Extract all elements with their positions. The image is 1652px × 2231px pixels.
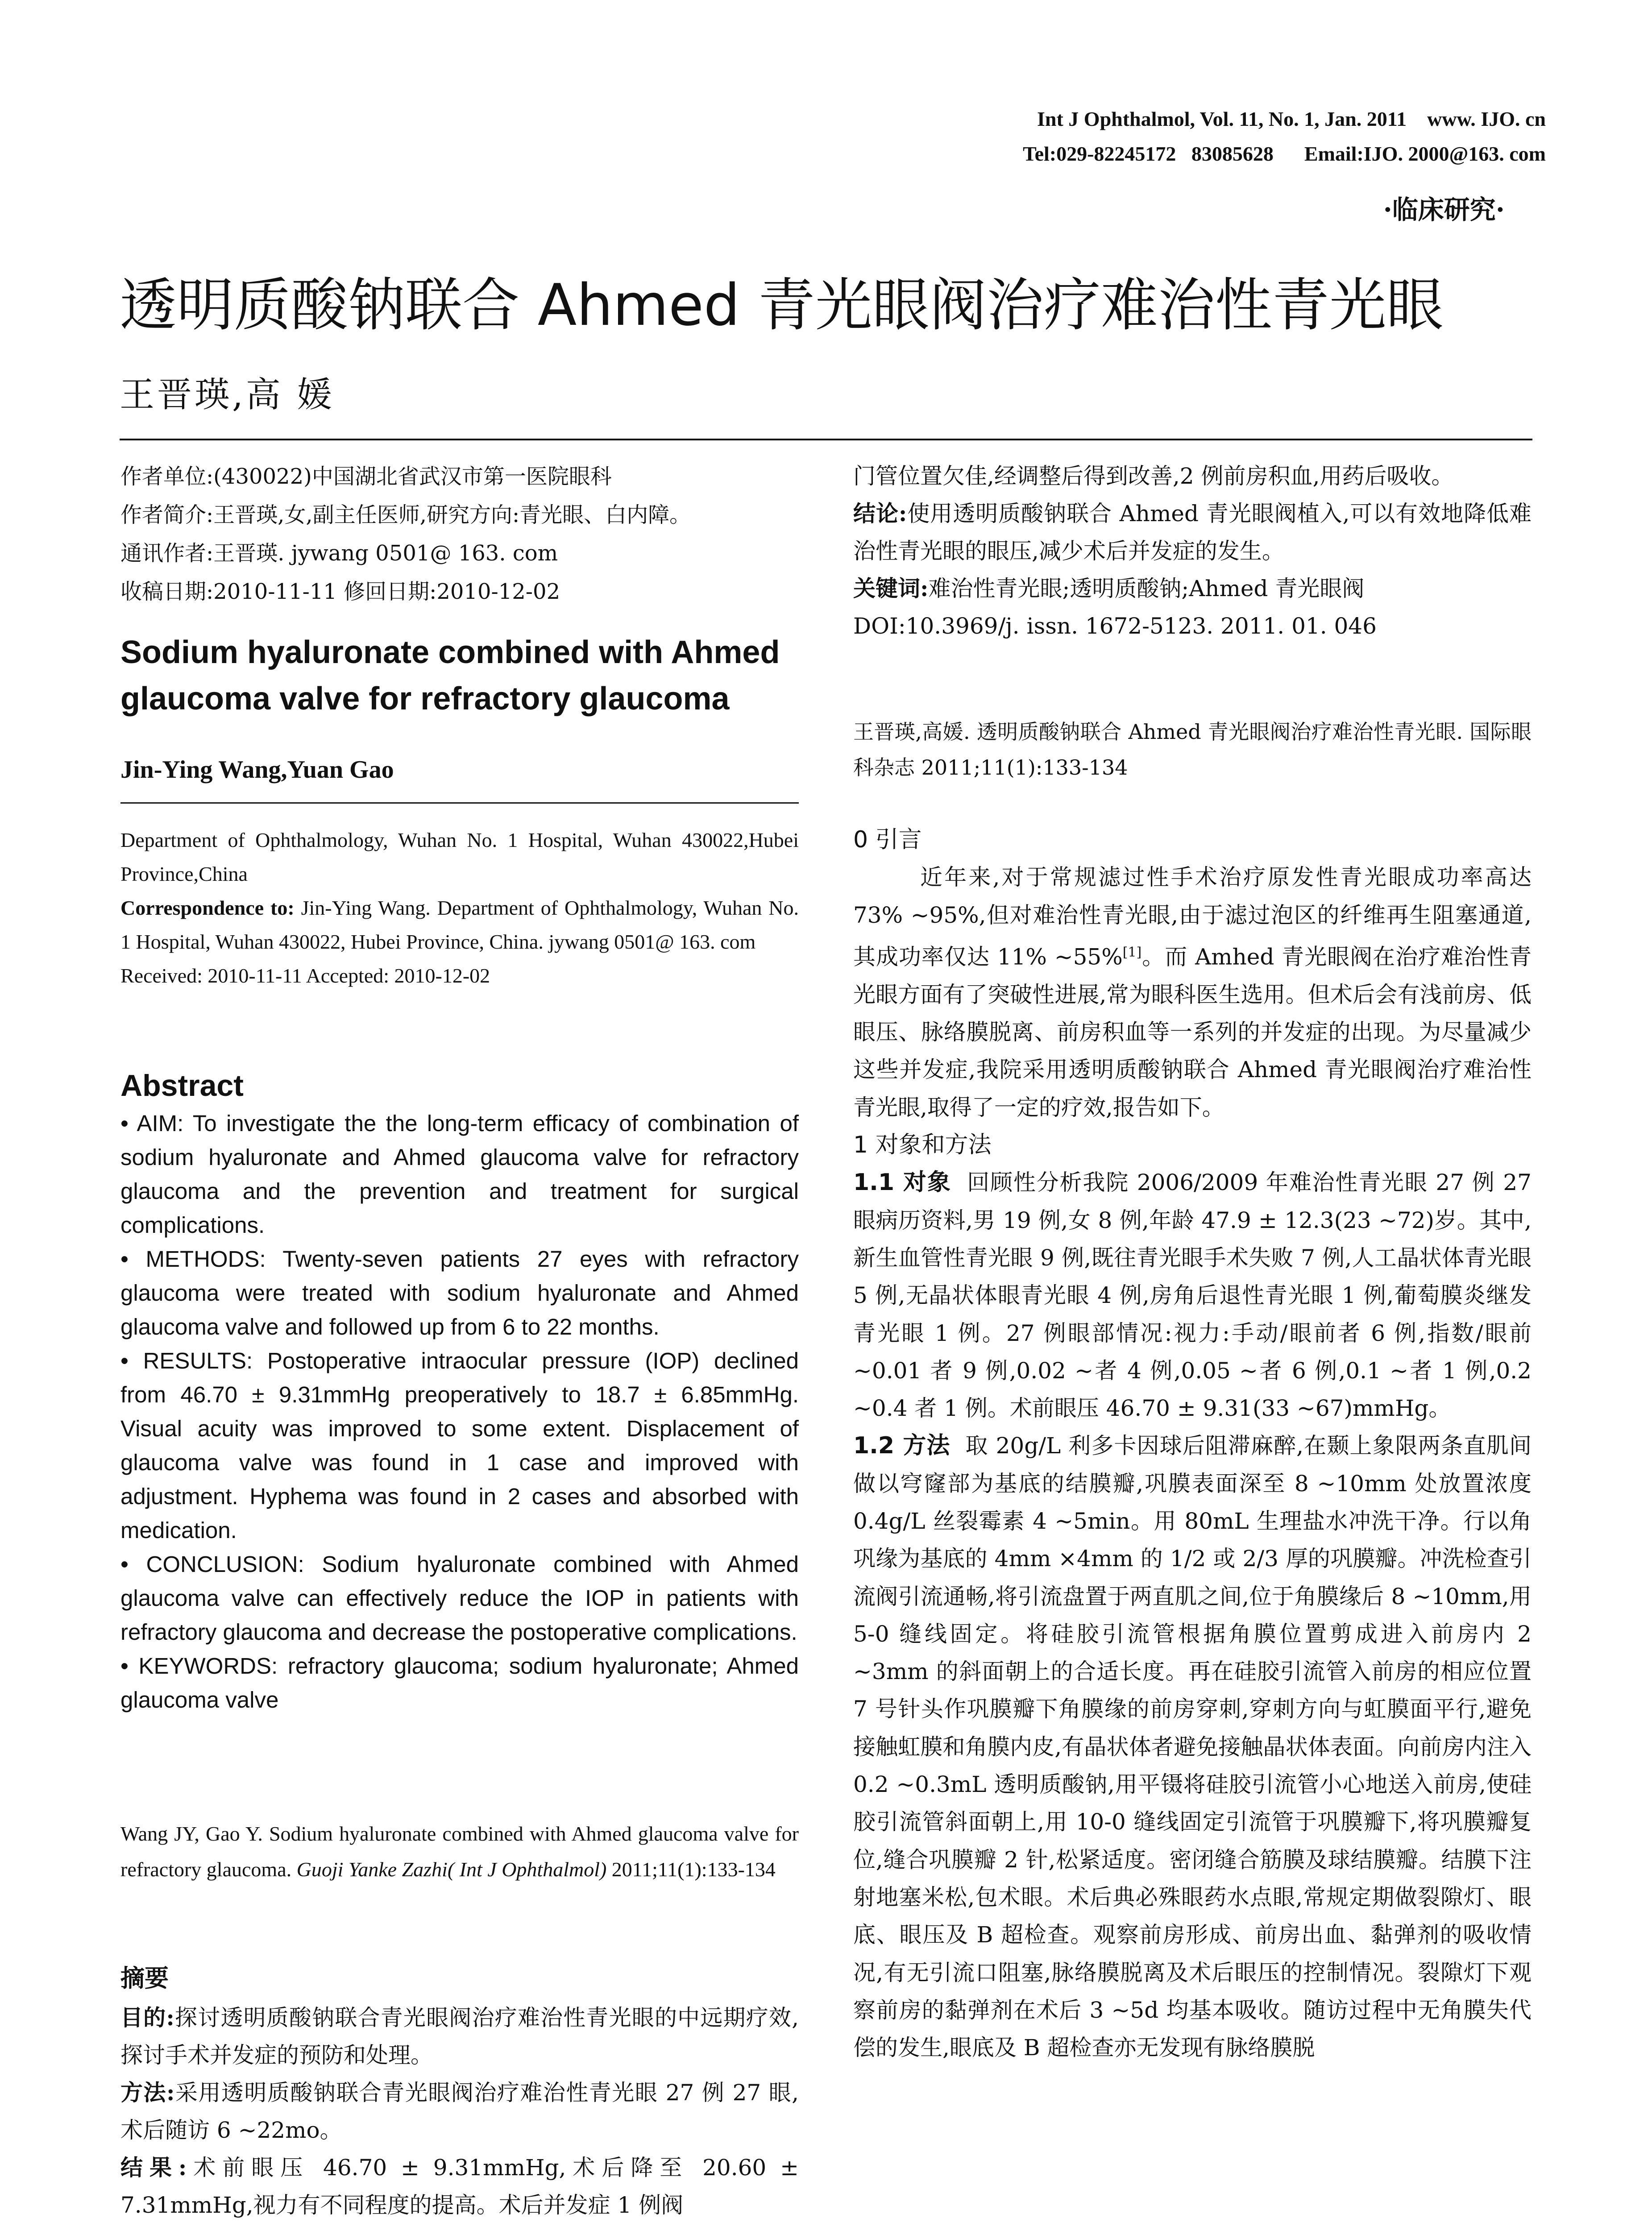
zh-doi: DOI:10.3969/j. issn. 1672-5123. 2011. 01. 046	[853, 613, 1377, 639]
section-tag: ·临床研究·	[1383, 195, 1505, 225]
intro-reference: [1]	[1122, 944, 1142, 960]
header-rule	[120, 439, 1532, 440]
section-1-1	[853, 1164, 1532, 1427]
affiliation-block	[120, 823, 799, 993]
author-dates: 收稿日期:2010-11-11 修回日期:2010-12-02	[120, 579, 560, 604]
zh-results-text: 术前眼压 46.70 ± 9.31mmHg,术后降至 20.60 ± 7.31mmHg,视力有不同程度的提高。术后并发症 1 例阀	[120, 2155, 799, 2218]
abstract-aim: • AIM: To investigate the the long-term efficacy of combination of sodium hyaluronate and Ahmed glaucoma valve for refractory glaucoma and the prevention and treatment for surgical complications.	[120, 1111, 799, 1238]
zh-methods	[120, 2074, 799, 2149]
author-meta	[120, 457, 799, 611]
correspondence-text: Jin-Ying Wang. Department of Ophthalmology, Wuhan No. 1 Hospital, Wuhan 430022, Hubei Province, China. jywang 0501@ 163. com	[120, 896, 799, 953]
english-citation	[120, 1816, 799, 1887]
citation-journal: Guoji Yanke Zazhi( Int J Ophthalmol)	[296, 1858, 607, 1881]
intro-text-2: 。而 Amhed 青光眼阀在治疗难治性青光眼方面有了突破性进展,常为眼科医生选用。但术后会有浅前房、低眼压、脉络膜脱离、前房积血等一系列的并发症的出现。为尽量减少这些并发症,我院采用透明质酸钠联合 Ahmed 青光眼阀治疗难治性青光眼,取得了一定的疗效,报告如下。	[853, 944, 1532, 1120]
zh-abstract-heading: 摘要	[120, 1964, 169, 1992]
correspondence	[120, 891, 799, 959]
article-body	[853, 821, 1532, 2066]
zh-results	[120, 2149, 799, 2224]
intro-paragraph	[853, 858, 1532, 1126]
english-title: Sodium hyaluronate combined with Ahmed glaucoma valve for refractory glaucoma	[120, 634, 780, 717]
journal-header-line1: Int J Ophthalmol, Vol. 11, No. 1, Jan. 2011 www. IJO. cn	[1037, 108, 1546, 130]
zh-methods-text: 采用透明质酸钠联合青光眼阀治疗难治性青光眼 27 例 27 眼,术后随访 6 ~22mo。	[120, 2080, 799, 2143]
zh-citation: 王晋瑛,高媛. 透明质酸钠联合 Ahmed 青光眼阀治疗难治性青光眼. 国际眼科杂志 2011;11(1):133-134	[853, 720, 1532, 780]
received-dates: Received: 2010-11-11 Accepted: 2010-12-02	[120, 964, 490, 987]
zh-results-label: 结果:	[120, 2154, 187, 2181]
zh-conclusion-text: 使用透明质酸钠联合 Ahmed 青光眼阀植入,可以有效地降低难治性青光眼的眼压,减少术后并发症的发生。	[853, 501, 1532, 564]
abstract-body	[120, 1107, 799, 1717]
section-1-2-label: 1.2 方法	[853, 1432, 951, 1460]
section-1-1-label: 1.1 对象	[853, 1169, 951, 1196]
abstract-heading: Abstract	[120, 1069, 244, 1103]
correspondence-label: Correspondence to:	[120, 896, 295, 919]
journal-header-line2: Tel:029-82245172 83085628 Email:IJO. 2000@163. com	[1023, 142, 1546, 165]
zh-conclusion-label: 结论:	[853, 500, 907, 527]
intro-text-1: 近年来,对于常规滤过性手术治疗原发性青光眼成功率高达 73% ~95%,但对难治性青光眼,由于滤过泡区的纤维再生阻塞通道,其成功率仅达 11% ~55%	[853, 864, 1532, 970]
section-1-2-text: 取 20g/L 利多卡因球后阻滞麻醉,在颞上象限两条直肌间做以穹窿部为基底的结膜瓣,巩膜表面深至 8 ~10mm 处放置浓度 0.4g/L 丝裂霉素 4 ~5min。用 80mL 生理盐水冲洗干净。行以角巩缘为基底的 4mm ×4mm 的 1/2 或 2/3 厚的巩膜瓣。冲洗检查引流阀引流通畅,将引流盘置于两直肌之间,位于角膜缘后 8 ~10mm,用 5-0 缝线固定。将硅胶引流管根据角膜位置剪成进入前房内 2 ~3mm 的斜面朝上的合适长度。再在硅胶引流管入前房的相应位置 7 号针头作巩膜瓣下角膜缘的前房穿刺,穿刺方向与虹膜面平行,避免接触虹膜和角膜内皮,有晶状体者避免接触晶状体表面。向前房内注入 0.2 ~0.3mL 透明质酸钠,用平镊将硅胶引流管小心地送入前房,使硅胶引流管斜面朝上,用 10-0 缝线固定引流管于巩膜瓣下,将巩膜瓣复位,缝合巩膜瓣 2 针,松紧适度。密闭缝合筋膜及球结膜瓣。结膜下注射地塞米松,包术眼。术后典必殊眼药水点眼,常规定期做裂隙灯、眼底、眼压及 B 超检查。观察前房形成、前房出血、黏弹剂的吸收情况,有无引流口阻塞,脉络膜脱离及术后眼压的控制情况。裂隙灯下观察前房的黏弹剂在术后 3 ~5d 均基本吸收。随访过程中无角膜失代偿的发生,眼底及 B 超检查亦无发现有脉络膜脱	[853, 1433, 1532, 2061]
citation-text: Wang JY, Gao Y. Sodium hyaluronate combined with Ahmed glaucoma valve for refractory glaucoma.	[120, 1822, 799, 1881]
affiliation-dept: Department of Ophthalmology, Wuhan No. 1 Hospital, Wuhan 430022,Hubei Province,China	[120, 829, 799, 885]
article-title: 透明质酸钠联合 Ahmed 青光眼阀治疗难治性青光眼	[120, 272, 1444, 339]
citation-tail: 2011;11(1):133-134	[611, 1858, 776, 1881]
zh-keywords-label: 关键词:	[853, 575, 929, 601]
english-authors: Jin-Ying Wang,Yuan Gao	[120, 756, 394, 784]
zh-results-cont: 门管位置欠佳,经调整后得到改善,2 例前房积血,用药后吸收。	[853, 463, 1454, 489]
zh-conclusion	[853, 495, 1532, 570]
authors-zh: 王晋瑛,高 媛	[120, 375, 335, 415]
abstract-conclusion: • CONCLUSION: Sodium hyaluronate combined with Ahmed glaucoma valve can effectively reduce the IOP in patients with refractory glaucoma and decrease the postoperative complications.	[120, 1551, 799, 1645]
zh-aim-text: 探讨透明质酸钠联合青光眼阀治疗难治性青光眼的中远期疗效,探讨手术并发症的预防和处理。	[120, 2005, 799, 2068]
author-unit: 作者单位:(430022)中国湖北省武汉市第一医院眼科	[120, 464, 612, 489]
zh-aim	[120, 1999, 799, 2074]
author-rule	[120, 802, 799, 804]
zh-abstract-continued	[853, 457, 1532, 645]
section-1-1-text: 回顾性分析我院 2006/2009 年难治性青光眼 27 例 27 眼病历资料,男 19 例,女 8 例,年龄 47.9 ± 12.3(23 ~72)岁。其中,新生血管性青光眼 9 例,既往青光眼手术失败 7 例,人工晶状体青光眼 5 例,无晶状体眼青光眼 4 例,房角后退性青光眼 1 例,葡萄膜炎继发青光眼 1 例。27 例眼部情况:视力:手动/眼前者 6 例,指数/眼前 ~0.01 者 9 例,0.02 ~者 4 例,0.05 ~者 6 例,0.1 ~者 1 例,0.2 ~0.4 者 1 例。术前眼压 46.70 ± 9.31(33 ~67)mmHg。	[853, 1169, 1532, 1422]
zh-keywords	[853, 570, 1532, 607]
zh-methods-label: 方法:	[120, 2079, 175, 2106]
zh-keywords-text: 难治性青光眼;透明质酸钠;Ahmed 青光眼阀	[928, 576, 1365, 601]
author-bio: 作者简介:王晋瑛,女,副主任医师,研究方向:青光眼、白内障。	[120, 502, 691, 527]
author-contact: 通讯作者:王晋瑛. jywang 0501@ 163. com	[120, 541, 558, 566]
zh-abstract-body	[120, 1999, 799, 2224]
abstract-results: • RESULTS: Postoperative intraocular pressure (IOP) declined from 46.70 ± 9.31mmHg preoperatively to 18.7 ± 6.85mmHg. Visual acuity was improved to some extent. Displacement of glaucoma valve was found in 1 case and improved with adjustment. Hyphema was found in 2 cases and absorbed with medication.	[120, 1348, 799, 1543]
zh-aim-label: 目的:	[120, 2004, 174, 2031]
intro-heading: 0 引言	[853, 826, 922, 853]
abstract-methods: • METHODS: Twenty-seven patients 27 eyes with refractory glaucoma were treated with sodium hyaluronate and Ahmed glaucoma valve and followed up from 6 to 22 months.	[120, 1246, 799, 1339]
methods-heading: 1 对象和方法	[853, 1132, 992, 1159]
section-1-2	[853, 1427, 1532, 2066]
abstract-keywords: • KEYWORDS: refractory glaucoma; sodium hyaluronate; Ahmed glaucoma valve	[120, 1653, 799, 1713]
